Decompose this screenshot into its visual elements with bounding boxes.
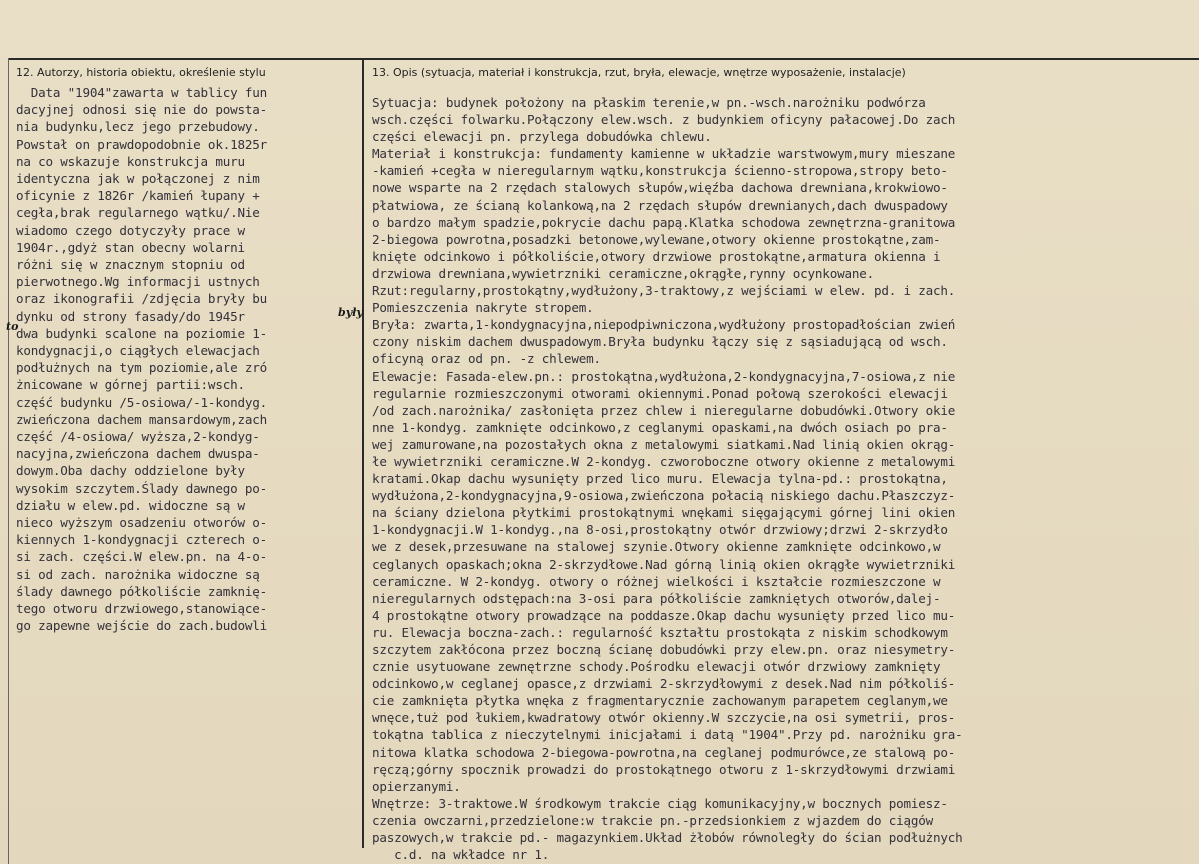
right-column-header: 13. Opis (sytuacja, materiał i konstrukcja, rzut, bryła, elewacje, wnętrze wyposażenie, instalacje) [372, 66, 906, 79]
description-line: czony niskim dachem dwuspadowym.Bryła budynku łączy się z sąsiadującą od wsch. [372, 334, 948, 350]
history-line: nieco wyższym osadzeniu otworów o- [16, 515, 267, 531]
history-line: działu w elew.pd. widoczne są w [16, 497, 245, 513]
handwritten-note-byly: były [338, 306, 363, 319]
description-line: nowe wsparte na 2 rzędach stalowych słupów,więźba dachowa drewniana,krokwiowo- [372, 180, 948, 196]
description-line: łe wywietrzniki ceramiczne.W 2-kondyg. czworoboczne otwory okienne z metalowymi [372, 453, 956, 469]
description-line: Rzut:regularny,prostokątny,wydłużony,3-traktowy,z wejściami w elew. pd. i zach. [372, 283, 956, 299]
description-line: wydłużona,2-kondygnacyjna,9-osiowa,zwieńczona połacią niskiego dachu.Płaszczyz- [372, 488, 956, 504]
history-line: Data "1904"zawarta w tablicy fun [16, 85, 267, 100]
history-line: kiennych 1-kondygnacji czterech o- [16, 532, 267, 548]
history-line: si od zach. narożnika widoczne są [16, 566, 260, 582]
left-margin-line [8, 58, 9, 864]
column-divider-line [362, 58, 364, 848]
history-line: oraz ikonografii /zdjęcia bryły bu [16, 291, 267, 307]
history-line: żnicowane w górnej partii:wsch. [16, 377, 245, 393]
description-line: nieregularnych odstępach:na 3-osi para półkoliście zamkniętych otworów,dalej- [372, 590, 941, 606]
left-column-header: 12. Autorzy, historia obiektu, określenie stylu [16, 66, 266, 79]
description-line: na ściany dzielona płytkimi prostokątnymi wnękami sięgającymi górnej lini okien [372, 505, 956, 521]
description-line: szczytem zakłócona przez boczną ścianę dobudówki przy elew.pn. oraz niesymetry- [372, 642, 956, 657]
description-line: ru. Elewacja boczna-zach.: regularność kształtu prostokąta z niskim schodkowym [372, 624, 948, 640]
history-line: część budynku /5-osiowa/-1-kondyg. [16, 394, 267, 410]
history-line: podłużnych na tym poziomie,ale zró [16, 360, 267, 376]
description-line: nne 1-kondyg. zamknięte odcinkowo,z ceglanymi opaskami,na dwóch osiach po pra- [372, 419, 948, 435]
description-line: cznie usytuowane zewnętrzne schody.Pośrodku elewacji otwór drzwiowy zamknięty [372, 659, 941, 675]
history-line: na co wskazuje konstrukcja muru [16, 153, 245, 169]
description-line: czenia owczarni,przedzielone:w trakcie pn.-przedsionkiem z wjazdem do ciągów [372, 812, 934, 828]
history-line: tego otworu drzwiowego,stanowiące- [16, 601, 267, 617]
history-line: wysokim szczytem.Ślady dawnego po- [16, 480, 267, 496]
description-line: cie zamknięta płytka wnęka z fragmentarycznie zachowanym parapetem ceglanym,we [372, 693, 948, 709]
history-line: kondygnacji,o ciągłych elewacjach [16, 343, 260, 359]
description-text-column [372, 94, 1196, 863]
history-line: część /4-osiowa/ wyższa,2-kondyg- [16, 429, 260, 445]
description-line: paszowych,w trakcie pd.- magazynkiem.Układ żłobów równoległy do ścian podłużnych [372, 830, 963, 846]
history-line: nacyjna,zwieńczona dachem dwuspa- [16, 446, 260, 462]
description-line: Elewacje: Fasada-elew.pn.: prostokątna,wydłużona,2-kondygnacyjna,7-osiowa,z nie [372, 368, 956, 384]
description-line: odcinkowo,w ceglanej opasce,z drzwiami 2-skrzydłowymi z desek.Nad nim półkoliś- [372, 676, 956, 692]
history-line: dynku od strony fasady/do 1945r [16, 308, 245, 324]
description-line: c.d. na wkładce nr 1. [372, 847, 550, 863]
history-line: dacyjnej odnosi się nie do powsta- [16, 102, 267, 118]
header-divider-line [8, 58, 1199, 60]
history-line: identyczna jak w połączonej z nim [16, 171, 260, 187]
history-line: dwa budynki scalone na poziomie 1- [16, 325, 267, 341]
history-line: ślady dawnego półkoliście zamknię- [16, 583, 267, 599]
description-line: opierzanymi. [372, 778, 461, 794]
history-line: nia budynku,lecz jego przebudowy. [16, 119, 260, 135]
history-line: go zapewne wejście do zach.budowli [16, 618, 267, 634]
description-line: wnęce,tuż pod łukiem,kwadratowy otwór okienny.W szczycie,na osi symetrii, pros- [372, 710, 956, 726]
description-line: kratami.Okap dachu wysunięty przed lico muru. Elewacja tylna-pd.: prostokątna, [372, 471, 948, 487]
description-line: oficyną oraz od pn. -z chlewem. [372, 351, 601, 367]
handwritten-note-to: to [6, 320, 19, 333]
description-line: we z desek,przesuwane na stalowej szynie.Otwory okienne zamknięte odcinkowo,w [372, 539, 941, 555]
description-line: 2-biegowa powrotna,posadzki betonowe,wylewane,otwory okienne prostokątne,zam- [372, 231, 941, 247]
description-line: regularnie rozmieszczonymi otworami okiennymi.Ponad połową szerokości elewacji [372, 385, 948, 401]
description-line: nitowa klatka schodowa 2-biegowa-powrotna,na ceglanej podmurówce,ze stalową po- [372, 744, 956, 760]
description-line: ręczą;górny spocznik prowadzi do prostokątnego otworu z 1-skrzydłowymi drzwiami [372, 761, 956, 777]
history-line: zwieńczona dachem mansardowym,zach [16, 411, 267, 427]
history-line: dowym.Oba dachy oddzielone były [16, 463, 245, 479]
history-line: si zach. części.W elew.pn. na 4-o- [16, 549, 267, 565]
history-line: wiadomo czego dotyczyły prace w [16, 222, 245, 238]
description-line: -kamień +cegła w nieregularnym wątku,konstrukcja ścienno-stropowa,stropy beto- [372, 163, 948, 179]
description-line: tokątna tablica z nieczytelnymi inicjałami i datą "1904".Przy pd. narożniku gra- [372, 727, 963, 743]
history-line: 1904r.,gdyż stan obecny wolarni [16, 239, 245, 255]
history-line: oficynie z 1826r /kamień łupany + [16, 188, 260, 204]
description-line: 4 prostokątne otwory prowadzące na poddasze.Okap dachu wysunięty przed lico mu- [372, 607, 956, 623]
description-line: ceramiczne. W 2-kondyg. otwory o różnej wielkości i kształcie rozmieszczone w [372, 573, 941, 589]
description-line: części elewacji pn. przylega dobudówka chlewu. [372, 129, 712, 145]
description-line: płatwiowa, ze ścianą kolankową,na 2 rzędach słupów drewnianych,dach dwuspadowy [372, 197, 948, 213]
description-line: wsch.części folwarku.Połączony elew.wsch. z budynkiem oficyny pałacowej.Do zach [372, 112, 956, 128]
history-line: Powstał on prawdopodobnie ok.1825r [16, 136, 267, 152]
history-line: cegła,brak regularnego wątku/.Nie [16, 205, 260, 221]
description-line: o bardzo małym spadzie,pokrycie dachu papą.Klatka schodowa zewnętrzna-granitowa [372, 214, 956, 230]
description-line: Sytuacja: budynek położony na płaskim terenie,w pn.-wsch.narożniku podwórza [372, 95, 926, 110]
description-line: drzwiowa drewniana,wywietrzniki ceramiczne,okrągłe,rynny ocynkowane. [372, 265, 874, 281]
description-line: 1-kondygnacji.W 1-kondyg.,na 8-osi,prostokątny otwór drzwiowy;drzwi 2-skrzydło [372, 522, 948, 538]
description-line: /od zach.narożnika/ zasłonięta przez chlew i nieregularne dobudówki.Otwory okie [372, 402, 956, 418]
history-line: różni się w znacznym stopniu od [16, 257, 245, 273]
description-line: wej zamurowane,na pozostałych okna z metalowymi siatkami.Nad linią okien okrąg- [372, 436, 956, 452]
history-text-column [16, 84, 360, 635]
description-line: ceglanych opaskach;okna 2-skrzydłowe.Nad górną linią okien okrągłe wywietrzniki [372, 556, 956, 572]
description-line: knięte odcinkowo i półkoliście,otwory drzwiowe prostokątne,armatura okienna i [372, 248, 941, 264]
description-line: Bryła: zwarta,1-kondygnacyjna,niepodpiwniczona,wydłużony prostopadłościan zwień [372, 317, 956, 333]
history-line: pierwotnego.Wg informacji ustnych [16, 274, 260, 290]
description-line: Materiał i konstrukcja: fundamenty kamienne w układzie warstwowym,mury mieszane [372, 146, 956, 162]
description-line: Wnętrze: 3-traktowe.W środkowym trakcie ciąg komunikacyjny,w bocznych pomiesz- [372, 795, 948, 811]
description-line: Pomieszczenia nakryte stropem. [372, 300, 594, 316]
